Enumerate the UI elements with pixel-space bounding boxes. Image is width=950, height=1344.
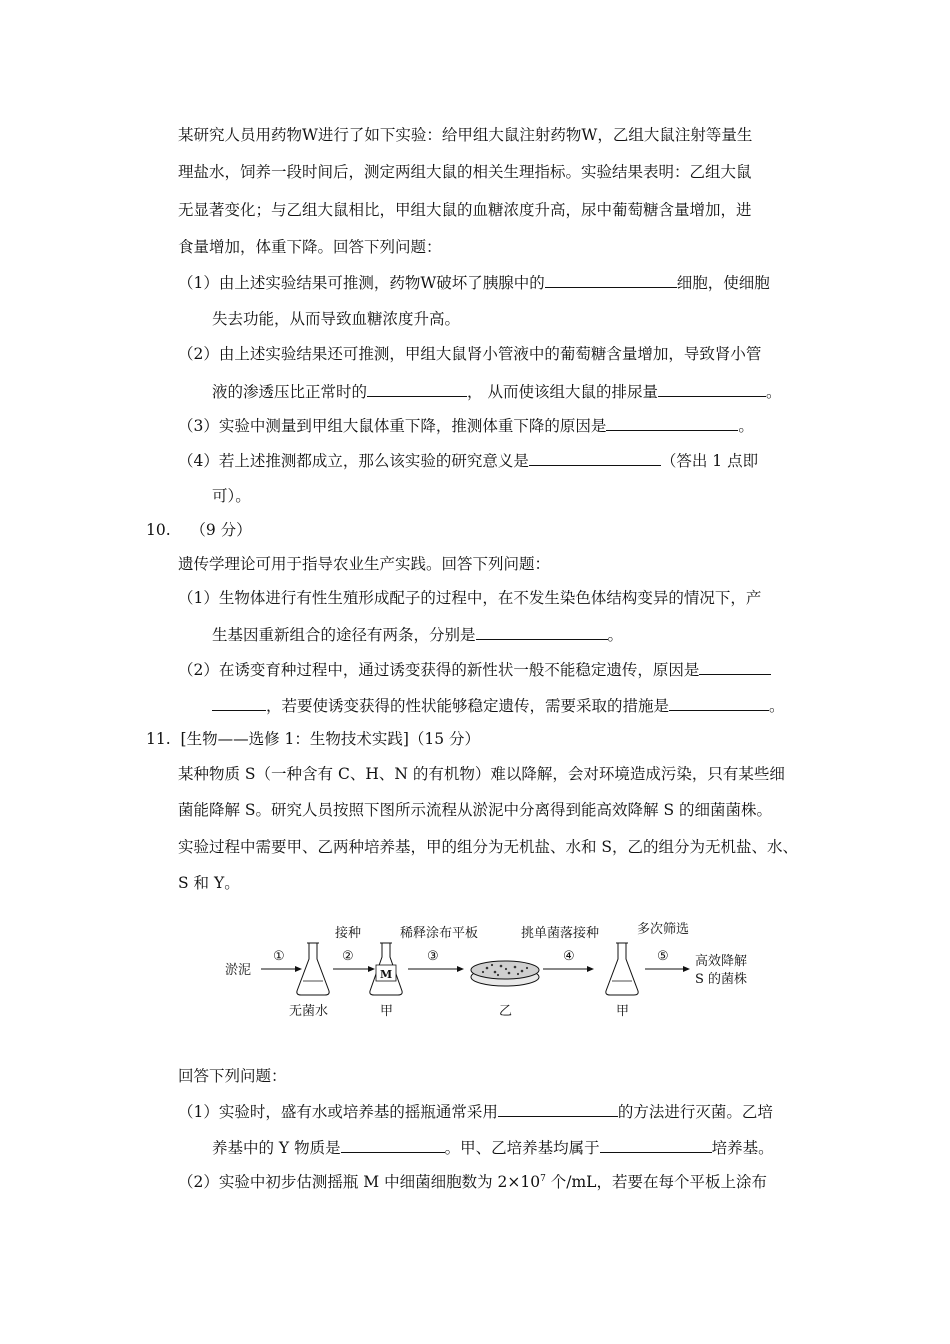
q11-intro-line: 某种物质 S（一种含有 C、H、N 的有机物）难以降解，会对环境造成污染，只有某些细 <box>178 765 785 783</box>
arrowhead <box>683 966 690 972</box>
q9-intro-line: 食量增加，体重下降。回答下列问题： <box>178 238 442 256</box>
answer-blank[interactable] <box>367 380 467 397</box>
answer-blank[interactable] <box>498 1100 618 1117</box>
answer-blank[interactable] <box>341 1136 445 1153</box>
q9-part4-cont: 可）。 <box>212 487 251 505</box>
answer-blank[interactable] <box>669 694 769 711</box>
q9-part1: （1）由上述实验结果可推测，药物W破坏了胰腺中的 细胞，使细胞 <box>178 271 770 294</box>
flask-icon <box>606 943 638 995</box>
q11-answer-prompt: 回答下列问题： <box>178 1067 287 1085</box>
q9-intro-line: 某研究人员用药物W进行了如下实验：给甲组大鼠注射药物W，乙组大鼠注射等量生 <box>178 126 753 144</box>
q9-part1-cont: 失去功能，从而导致血糖浓度升高。 <box>212 310 461 328</box>
petri-dish-icon <box>471 961 539 986</box>
flask-m-label: M <box>380 968 393 981</box>
step-marker: ③ <box>427 949 439 964</box>
q9-part4: （4）若上述推测都成立，那么该实验的研究意义是 （答出 1 点即 <box>178 449 758 472</box>
question-number: 11. <box>146 730 171 748</box>
isolation-flow-diagram <box>225 915 770 1025</box>
step-label: 接种 <box>335 926 362 941</box>
q11-part1-cont: 养基中的 Y 物质是 。甲、乙培养基均属于 培养基。 <box>212 1136 774 1159</box>
arrowhead <box>587 966 594 972</box>
arrowhead <box>295 966 302 972</box>
answer-blank[interactable] <box>699 658 771 675</box>
result-label: 高效降解 <box>695 954 748 969</box>
answer-blank[interactable] <box>476 623 608 640</box>
sludge-label: 淤泥 <box>225 963 252 978</box>
q11-part2: （2）实验中初步估测摇瓶 M 中细菌细胞数为 $2\times 10^7$ 个/mL，若要在每个平板上涂布 <box>178 1173 767 1191</box>
q9-part3: （3）实验中测量到甲组大鼠体重下降，推测体重下降的原因是 。 <box>178 414 754 437</box>
q9-intro-line: 理盐水，饲养一段时间后，测定两组大鼠的相关生理指标。实验结果表明：乙组大鼠 <box>178 163 752 181</box>
arrowhead <box>368 966 375 972</box>
dish-label: 乙 <box>499 1004 513 1019</box>
q10-header: 10. （9 分） <box>146 521 252 539</box>
step-label: 挑单菌落接种 <box>521 926 600 941</box>
answer-blank[interactable] <box>606 414 738 431</box>
flask-label: 甲 <box>380 1004 394 1019</box>
question-number: 10. <box>146 521 171 539</box>
q11-header: 11. [生物——选修 1：生物技术实践]（15 分） <box>146 730 481 748</box>
q11-part1: （1）实验时，盛有水或培养基的摇瓶通常采用 的方法进行灭菌。乙培 <box>178 1100 773 1123</box>
step-marker: ① <box>273 949 285 964</box>
step-label: 多次筛选 <box>637 922 690 937</box>
q9-intro-line: 无显著变化；与乙组大鼠相比，甲组大鼠的血糖浓度升高，尿中葡萄糖含量增加，进 <box>178 201 752 219</box>
flask-label: 无菌水 <box>289 1004 329 1019</box>
result-label: S 的菌株 <box>695 972 748 987</box>
q10-part1: （1）生物体进行有性生殖形成配子的过程中，在不发生染色体结构变异的情况下，产 <box>178 589 762 607</box>
answer-blank[interactable] <box>529 449 661 466</box>
answer-blank[interactable] <box>658 380 766 397</box>
flask-label: 甲 <box>616 1004 630 1019</box>
q9-part2-cont: 液的渗透压比正常时的 ， 从而使该组大鼠的排尿量 。 <box>212 380 781 403</box>
answer-blank[interactable] <box>600 1136 712 1153</box>
q10-part1-cont: 生基因重新组合的途径有两条，分别是 。 <box>212 623 623 646</box>
step-label: 稀释涂布平板 <box>400 926 479 941</box>
step-marker: ④ <box>563 949 575 964</box>
step-marker: ⑤ <box>657 949 669 964</box>
q11-intro-line: 实验过程中需要甲、乙两种培养基，甲的组分为无机盐、水和 S，乙的组分为无机盐、水、 <box>178 838 799 856</box>
step-marker: ② <box>342 949 354 964</box>
q11-intro-line: S 和 Y。 <box>178 874 240 892</box>
arrowhead <box>457 966 464 972</box>
answer-blank[interactable] <box>212 694 266 711</box>
answer-blank[interactable] <box>545 271 677 288</box>
q10-part2: （2）在诱变育种过程中，通过诱变获得的新性状一般不能稳定遗传，原因是 <box>178 658 771 681</box>
q10-intro: 遗传学理论可用于指导农业生产实践。回答下列问题： <box>178 555 551 573</box>
q10-part2-cont: ，若要使诱变获得的性状能够稳定遗传，需要采取的措施是 。 <box>212 694 785 717</box>
q9-part2: （2）由上述实验结果还可推测，甲组大鼠肾小管液中的葡萄糖含量增加，导致肾小管 <box>178 345 762 363</box>
q11-intro-line: 菌能降解 S。研究人员按照下图所示流程从淤泥中分离得到能高效降解 S 的细菌菌株。 <box>178 801 773 819</box>
